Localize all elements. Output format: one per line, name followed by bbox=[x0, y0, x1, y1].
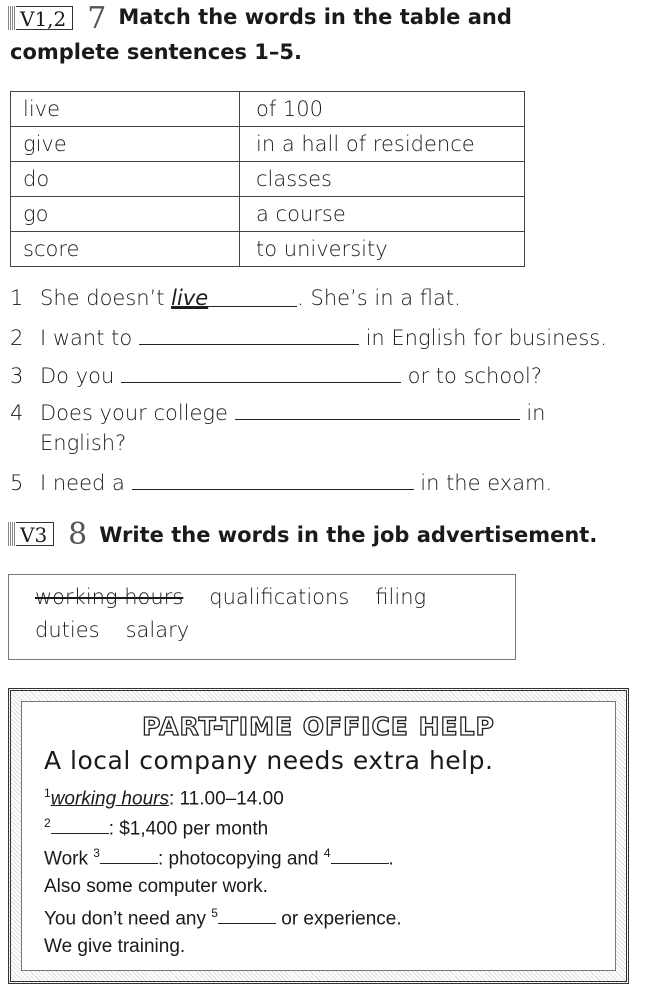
sentence-text: in the exam. bbox=[413, 471, 553, 495]
word: filing bbox=[375, 585, 427, 609]
phrase-cell: classes bbox=[240, 162, 525, 197]
sentence-text: Do you bbox=[40, 364, 121, 388]
ad-text: Work bbox=[44, 848, 94, 870]
ad-line-5 bbox=[44, 906, 402, 930]
job-advertisement bbox=[8, 688, 629, 984]
table-row bbox=[11, 232, 525, 267]
table-row bbox=[11, 92, 525, 127]
ad-line-1 bbox=[44, 786, 284, 810]
tag-stripe bbox=[8, 522, 16, 546]
sentence-4 bbox=[10, 399, 545, 425]
exercise-number: 7 bbox=[87, 1, 107, 36]
sentence-4-continued: English? bbox=[40, 431, 127, 455]
answer-blank[interactable] bbox=[121, 362, 401, 383]
sentence-text: I need a bbox=[40, 471, 132, 495]
word-row bbox=[35, 581, 515, 614]
ad-text: or experience. bbox=[275, 908, 402, 930]
verb-cell: give bbox=[11, 127, 240, 162]
word-row bbox=[35, 614, 515, 647]
ad-line-6: We give training. bbox=[44, 936, 186, 957]
answer-blank[interactable] bbox=[171, 286, 297, 310]
table-row bbox=[11, 197, 525, 232]
answer-blank[interactable] bbox=[218, 909, 276, 924]
answer-blank[interactable] bbox=[331, 849, 389, 864]
gap-number: 5 bbox=[211, 906, 218, 920]
tag-label: V1,2 bbox=[16, 6, 73, 30]
ad-text: You don’t need any bbox=[44, 908, 212, 930]
sentence-number: 4 bbox=[10, 401, 24, 425]
ad-text: : $1,400 per month bbox=[108, 818, 269, 840]
tag-stripe bbox=[8, 6, 16, 30]
phrase-cell: in a hall of residence bbox=[240, 127, 525, 162]
sentence-5 bbox=[10, 469, 552, 495]
sentence-text: . She’s in a flat. bbox=[297, 286, 461, 310]
sentence-1 bbox=[10, 286, 461, 310]
exercise-8-header bbox=[8, 517, 598, 552]
sentence-text: I want to bbox=[40, 326, 139, 350]
verb-cell: go bbox=[11, 197, 240, 232]
sentence-3 bbox=[10, 362, 542, 388]
answer-blank[interactable] bbox=[132, 469, 414, 490]
answer-blank[interactable] bbox=[51, 819, 109, 834]
sentence-number: 2 bbox=[10, 326, 24, 350]
sentence-text: or to school? bbox=[400, 364, 543, 388]
gap-number: 2 bbox=[44, 816, 51, 830]
sentence-number: 3 bbox=[10, 364, 24, 388]
word-box bbox=[8, 574, 516, 660]
advertisement-title: PART-TIME OFFICE HELP bbox=[142, 712, 495, 741]
ad-line-3 bbox=[44, 846, 394, 870]
vocabulary-tag bbox=[8, 6, 73, 30]
ad-line-4: Also some computer work. bbox=[44, 876, 268, 897]
advertisement-body bbox=[21, 701, 616, 971]
exercise-title-line2: complete sentences 1–5. bbox=[10, 40, 302, 64]
table-row bbox=[11, 162, 525, 197]
advertisement-subtitle: A local company needs extra help. bbox=[44, 746, 494, 775]
vocabulary-tag bbox=[8, 522, 54, 546]
sentence-text: in bbox=[519, 401, 546, 425]
gap-number: 1 bbox=[44, 786, 51, 800]
phrase-cell: to university bbox=[240, 232, 525, 267]
answer-blank[interactable] bbox=[235, 399, 520, 420]
exercise-title: Match the words in the table and bbox=[118, 5, 512, 29]
phrase-cell: of 100 bbox=[240, 92, 525, 127]
sentence-text: She doesn’t bbox=[40, 286, 172, 310]
matching-table bbox=[10, 91, 525, 267]
filled-answer: live bbox=[171, 286, 209, 310]
exercise-7-header bbox=[8, 1, 512, 36]
sentence-2 bbox=[10, 324, 607, 350]
word: salary bbox=[125, 618, 190, 642]
sentence-text: in English for business. bbox=[358, 326, 607, 350]
tag-label: V3 bbox=[16, 522, 54, 546]
verb-cell: live bbox=[11, 92, 240, 127]
verb-cell: do bbox=[11, 162, 240, 197]
answer-blank[interactable] bbox=[100, 849, 158, 864]
ad-text: : photocopying and bbox=[157, 848, 324, 870]
word-used: working hours bbox=[35, 585, 184, 609]
verb-cell: score bbox=[11, 232, 240, 267]
gap-number: 3 bbox=[93, 846, 100, 860]
sentence-number: 1 bbox=[10, 286, 24, 310]
ad-text: . bbox=[388, 848, 394, 870]
word: qualifications bbox=[209, 585, 350, 609]
ad-line-2 bbox=[44, 816, 268, 840]
exercise-title: Write the words in the job advertisement. bbox=[99, 523, 598, 547]
gap-number: 4 bbox=[323, 846, 331, 860]
filled-answer: working hours bbox=[50, 788, 169, 810]
sentence-text: Does your college bbox=[40, 401, 235, 425]
ad-text: : 11.00–14.00 bbox=[168, 788, 284, 810]
answer-blank[interactable] bbox=[139, 324, 359, 345]
phrase-cell: a course bbox=[240, 197, 525, 232]
table-row bbox=[11, 127, 525, 162]
sentence-number: 5 bbox=[10, 471, 24, 495]
exercise-number: 8 bbox=[68, 517, 88, 552]
word: duties bbox=[35, 618, 100, 642]
